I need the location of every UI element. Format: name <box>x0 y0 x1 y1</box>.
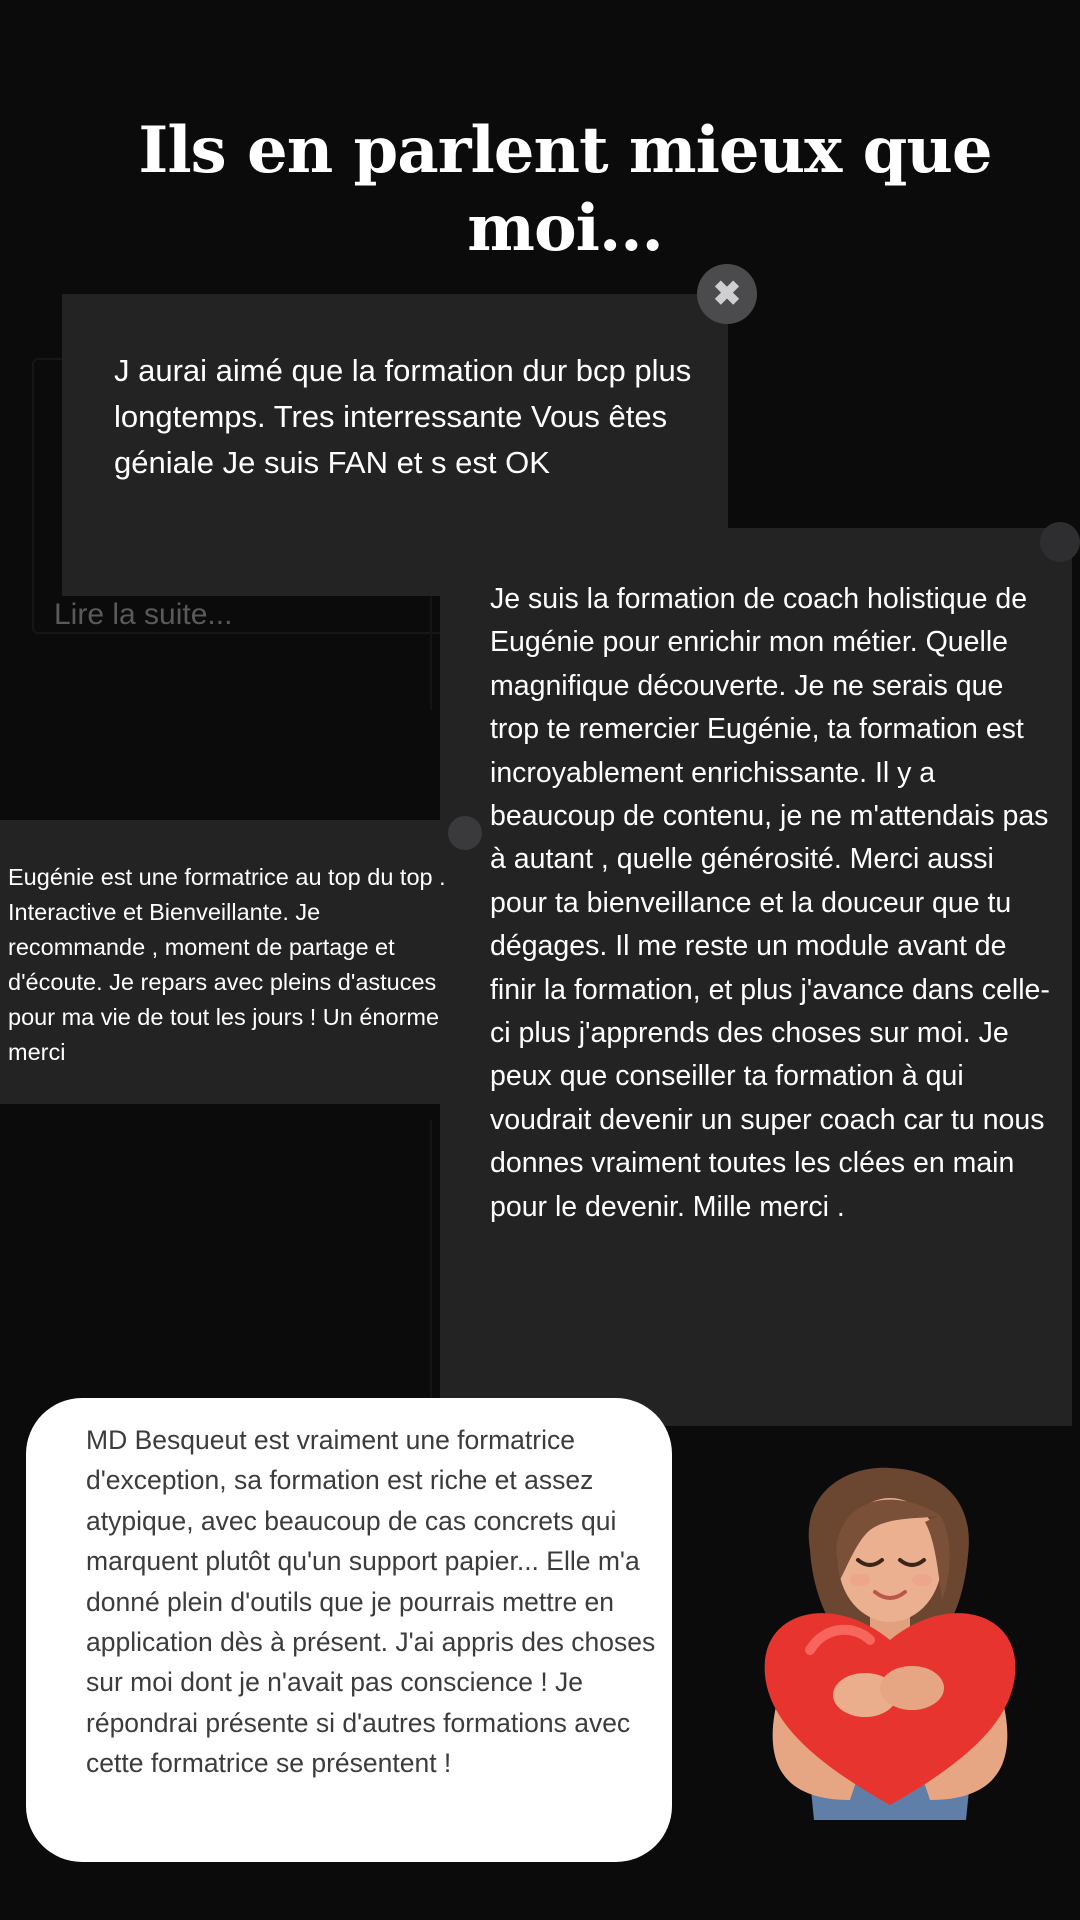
woman-hugging-heart-illustration <box>740 1460 1040 1820</box>
page-title <box>120 112 1010 268</box>
testimonial-text: MD Besqueut est vraiment une formatrice d'exception, sa formation est riche et assez atypique, avec beaucoup de cas concrets qui marquent plutôt qu'un support papier... Elle m'a donné plein d'outils que je pourrais mettre en application dès à présent. J'ai appris des choses sur moi dont je n'avait pas conscience ! Je répondrai présente si d'autres formations avec cette formatrice se présentent ! <box>86 1425 656 1779</box>
testimonial-text: Je suis la formation de coach holistique de Eugénie pour enrichir mon métier. Quelle magnifique découverte. Je ne serais que trop te remercier Eugénie, ta formation est incroyablement enrichissante. Il y a beaucoup de contenu, je ne m'attendais pas à autant , quelle générosité. Merci aussi pour ta bienveillance et la douceur que tu dégages. Il me reste un module avant de finir la formation, et plus j'avance dans celle-ci plus j'apprends des choses sur moi. Je peux que conseiller ta formation à qui voudrait devenir un super coach car tu nous donnes vraiment toutes les clées en main pour le devenir. Mille merci . <box>490 583 1050 1223</box>
title-line-1: Ils en parlent mieux que <box>138 113 992 188</box>
title-line-2: moi... <box>467 191 663 266</box>
testimonial-text: Eugénie est une formatrice au top du top . Interactive et Bienveillante. Je recommande , moment de partage et d'écoute. Je repars avec pleins d'astuces pour ma vie de tout les jours ! Un énorme merci <box>8 864 446 1065</box>
close-button[interactable] <box>697 264 757 324</box>
card-corner-handle <box>448 816 482 850</box>
background-card-edge <box>430 1120 432 1400</box>
card-corner-handle <box>1040 522 1080 562</box>
read-more-link[interactable]: Lire la suite... <box>54 598 233 631</box>
testimonial-card <box>440 528 1072 1426</box>
testimonial-card <box>0 820 472 1104</box>
testimonial-text: J aurai aimé que la formation dur bcp plus longtemps. Tres interressante Vous êtes géniale Je suis FAN et s est OK <box>114 353 692 480</box>
testimonial-card <box>26 1398 672 1862</box>
close-icon: ✖ <box>712 275 742 313</box>
